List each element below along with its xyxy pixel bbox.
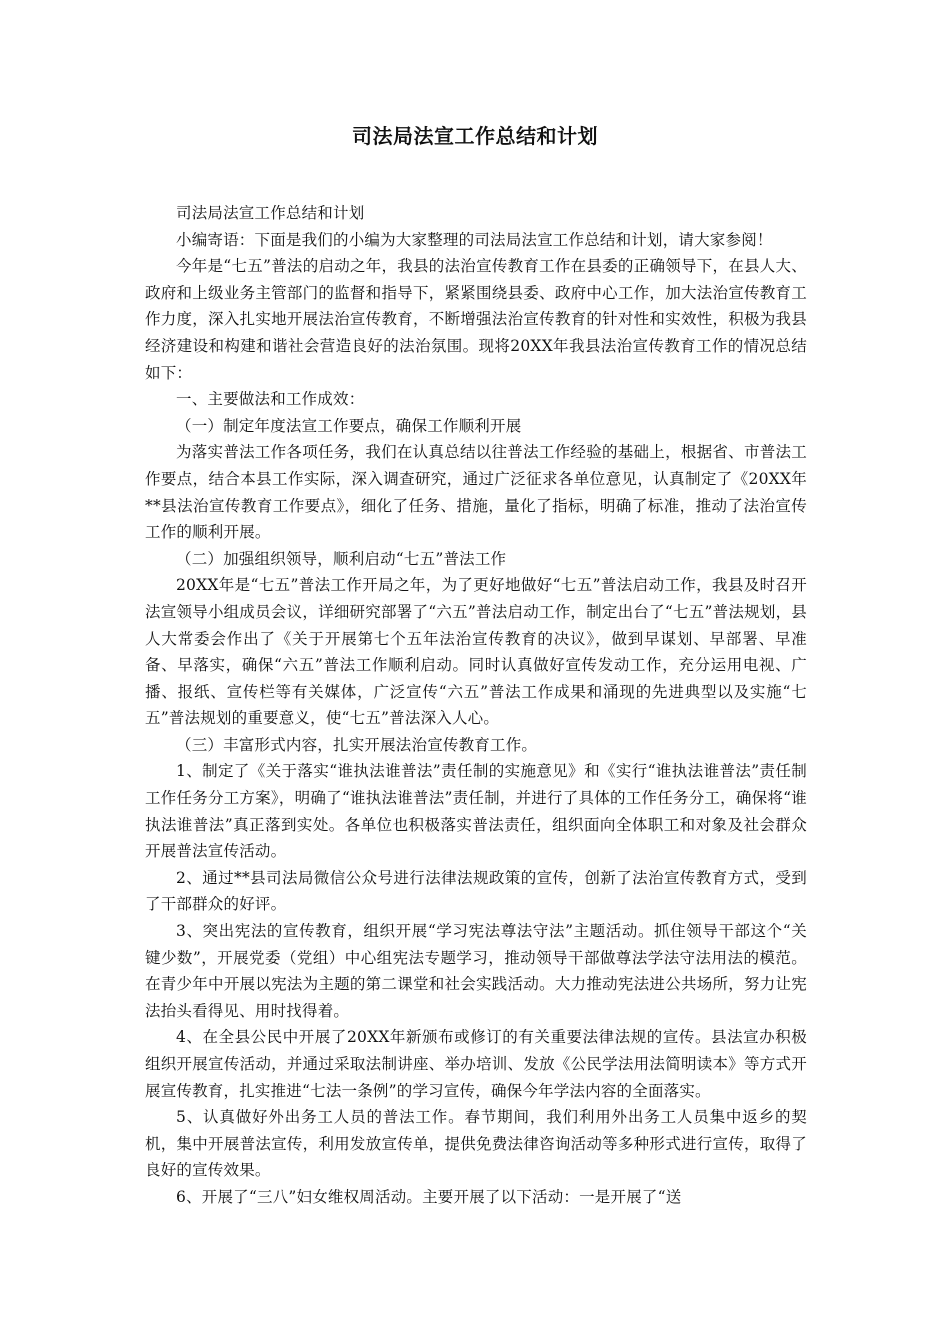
- subsection-heading-3: （三）丰富形式内容，扎实开展法治宣传教育工作。: [176, 735, 538, 754]
- list-item-4: 4、在全县公民中开展了20XX年新颁布或修订的有关重要法律法规的宣传。县法宣办积极组织开展宣传活动，并通过采取法制讲座、举办培训、发放《公民学法用法简明读本》等方式开展宣传教育，扎实推进“七法一条例”的学习宣传，确保今年学法内容的全面落实。: [145, 1028, 807, 1100]
- paragraph-body: 20XX年是“七五”普法工作开局之年，为了更好地做好“七五”普法启动工作，我县及时召开法宣领导小组成员会议，详细研究部署了“六五”普法启动工作，制定出台了“七五”普法规划，县人大常委会作出了《关于开展第七个五年法治宣传教育的决议》，做到早谋划、早部署、早准备、早落实，确保“六五”普法工作顺利启动。同时认真做好宣传发动工作，充分运用电视、广播、报纸、宣传栏等有关媒体，广泛宣传“六五”普法工作成果和涌现的先进典型以及实施“七五”普法规划的重要意义，使“七五”普法深入人心。: [145, 576, 807, 728]
- document-title: 司法局法宣工作总结和计划: [352, 124, 598, 148]
- list-item-1: 1、制定了《关于落实“谁执法谁普法”责任制的实施意见》和《实行“谁执法谁普法”责任制工作任务分工方案》，明确了“谁执法谁普法”责任制，并进行了具体的工作任务分工，确保将“谁执法谁普法”真正落到实处。各单位也积极落实普法责任，组织面向全体职工和对象及社会群众开展普法宣传活动。: [145, 762, 807, 861]
- section-heading-1: 一、主要做法和工作成效：: [176, 390, 365, 409]
- subsection-heading-2: （二）加强组织领导，顺利启动“七五”普法工作: [176, 549, 507, 568]
- list-item-5: 5、认真做好外出务工人员的普法工作。春节期间，我们利用外出务工人员集中返乡的契机，集中开展普法宣传，利用发放宣传单，提供免费法律咨询活动等多种形式进行宣传，取得了良好的宣传效果。: [145, 1108, 807, 1180]
- paragraph-editor-note: 小编寄语：下面是我们的小编为大家整理的司法局法宣工作总结和计划，请大家参阅！: [176, 230, 773, 249]
- list-item-6: 6、开展了“三八”妇女维权周活动。主要开展了以下活动：一是开展了“送: [176, 1187, 682, 1206]
- list-item-3: 3、突出宪法的宣传教育，组织开展“学习宪法尊法守法”主题活动。抓住领导干部这个“关键少数”，开展党委（党组）中心组宪法专题学习，推动领导干部做尊法学法守法用法的模范。在青少年中开展以宪法为主题的第二课堂和社会实践活动。大力推动宪法进公共场所，努力让宪法抬头看得见、用时找得着。: [145, 922, 807, 1020]
- paragraph-subtitle: 司法局法宣工作总结和计划: [176, 204, 365, 222]
- paragraph-intro: 今年是“七五”普法的启动之年，我县的法治宣传教育工作在县委的正确领导下，在县人大、政府和上级业务主管部门的监督和指导下，紧紧围绕县委、政府中心工作，加大法治宣传教育工作力度，深入扎实地开展法治宣传教育，不断增强法治宣传教育的针对性和实效性，积极为我县经济建设和构建和谐社会营造良好的法治氛围。现将20XX年我县法治宣传教育工作的情况总结如下：: [145, 257, 807, 382]
- paragraph-body: 为落实普法工作各项任务，我们在认真总结以往普法工作经验的基础上，根据省、市普法工作要点，结合本县工作实际，深入调查研究，通过广泛征求各单位意见，认真制定了《20XX年**县法治宣传教育工作要点》，细化了任务、措施，量化了指标，明确了标准，推动了法治宣传工作的顺利开展。: [145, 443, 807, 542]
- subsection-heading-1: （一）制定年度法宣工作要点，确保工作顺利开展: [176, 416, 522, 435]
- document-body: [145, 200, 807, 1211]
- list-item-2: 2、通过**县司法局微信公众号进行法律法规政策的宣传，创新了法治宣传教育方式，受到了干部群众的好评。: [145, 868, 807, 914]
